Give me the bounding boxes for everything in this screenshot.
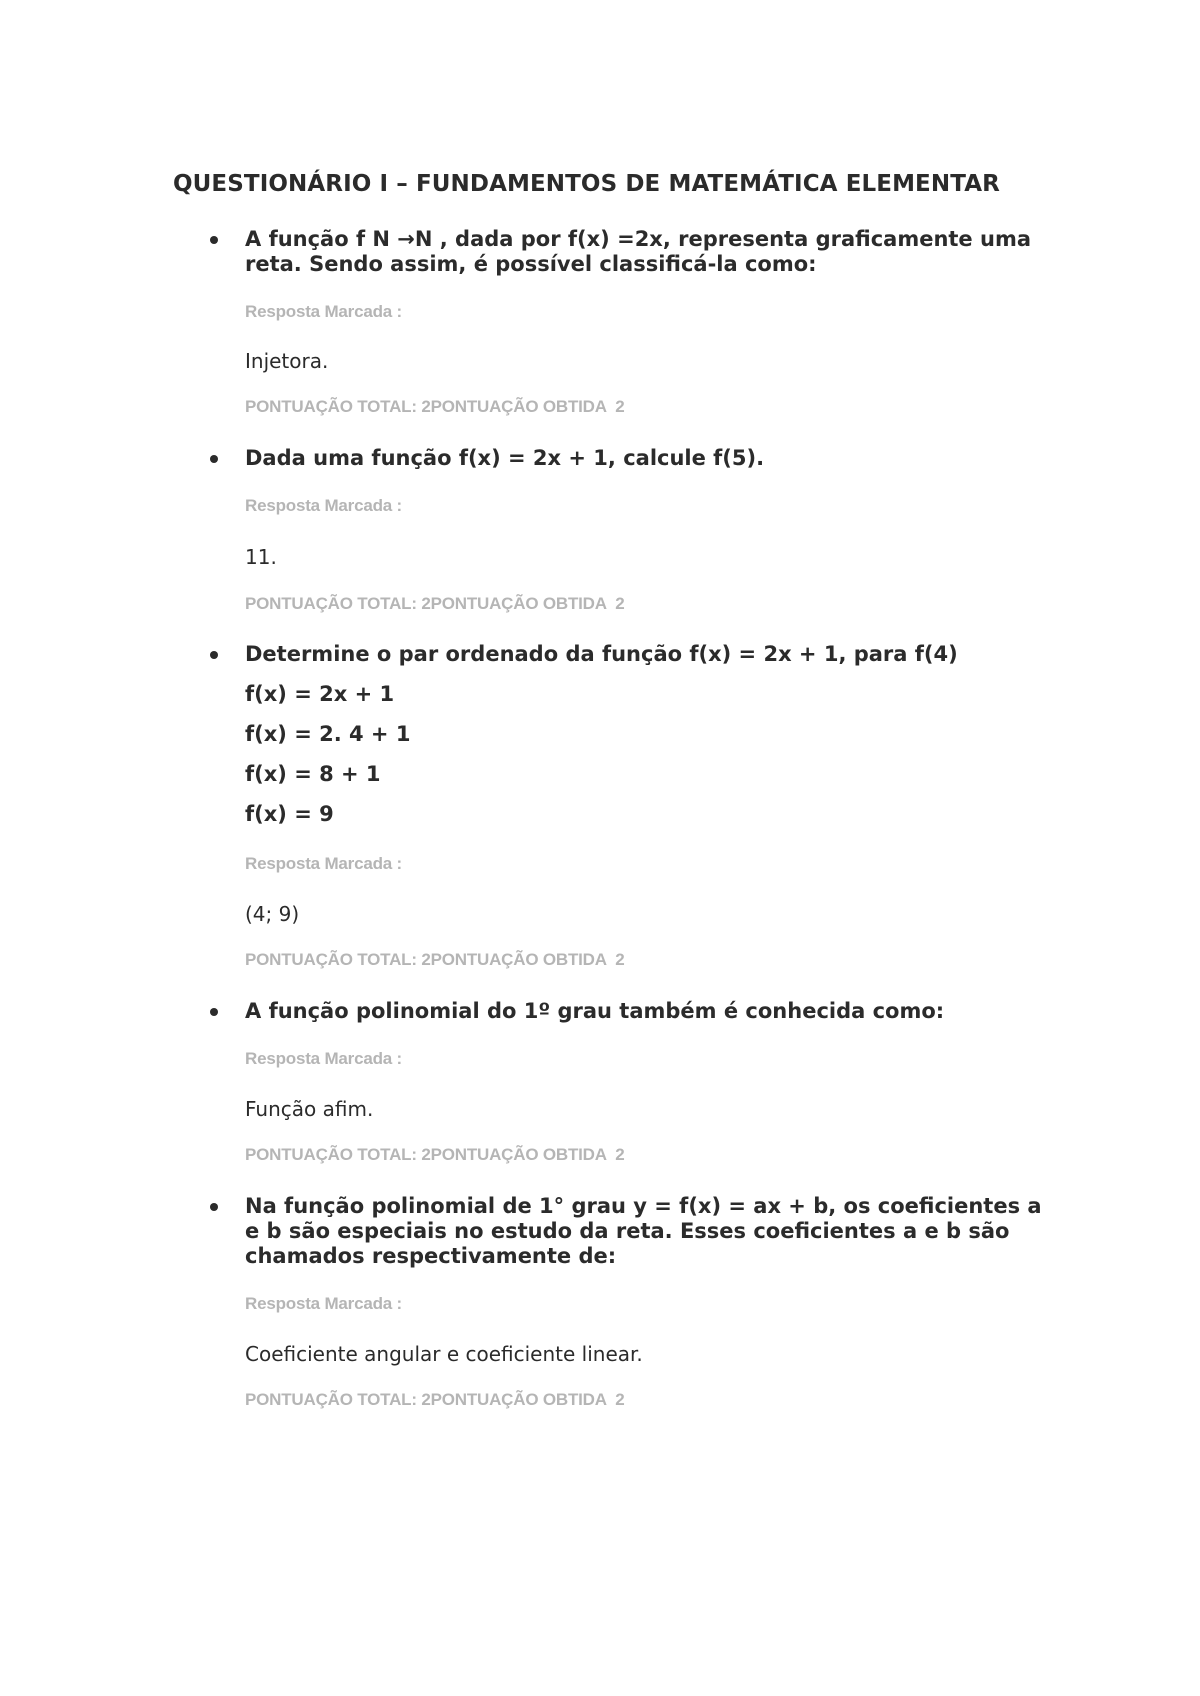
bullet-icon [210,1203,218,1211]
score-line: PONTUAÇÃO TOTAL: 2PONTUAÇÃO OBTIDA 2 [245,1390,625,1409]
score-line: PONTUAÇÃO TOTAL: 2PONTUAÇÃO OBTIDA 2 [245,397,625,416]
question-item [173,1194,1053,1410]
question-text: Determine o par ordenado da função f(x) = 2x + 1, para f(4) [245,642,958,666]
score-line: PONTUAÇÃO TOTAL: 2PONTUAÇÃO OBTIDA 2 [245,1145,625,1164]
bullet-icon [210,236,218,244]
question-item [173,446,1053,614]
score-line: PONTUAÇÃO TOTAL: 2PONTUAÇÃO OBTIDA 2 [245,950,625,969]
answer-label: Resposta Marcada : [245,1294,403,1313]
question-text: A função f N →N , dada por f(x) =2x, representa graficamente uma reta. Sendo assim, é possível classificá-la como: [245,227,1031,276]
answer-label: Resposta Marcada : [245,854,403,873]
question-text: A função polinomial do 1º grau também é conhecida como: [245,999,945,1023]
answer-text: 11. [245,545,277,569]
question-text: Dada uma função f(x) = 2x + 1, calcule f(5). [245,446,765,470]
question-item [173,999,1053,1165]
calculation-step: f(x) = 9 [245,802,334,826]
answer-label: Resposta Marcada : [245,496,403,515]
calculation-step: f(x) = 2x + 1 [245,682,395,706]
document-content [173,170,1053,1410]
score-line: PONTUAÇÃO TOTAL: 2PONTUAÇÃO OBTIDA 2 [245,594,625,613]
answer-text: Injetora. [245,349,329,373]
question-list [173,227,1053,1410]
bullet-icon [210,651,218,659]
answer-label: Resposta Marcada : [245,302,403,321]
calculation-step: f(x) = 8 + 1 [245,762,381,786]
bullet-icon [210,455,218,463]
answer-text: (4; 9) [245,902,300,926]
answer-text: Função afim. [245,1097,374,1121]
question-item [173,227,1053,417]
answer-text: Coeficiente angular e coeficiente linear. [245,1342,643,1366]
bullet-icon [210,1008,218,1016]
document-title: QUESTIONÁRIO I – FUNDAMENTOS DE MATEMÁTICA ELEMENTAR [173,171,1000,197]
question-text: Na função polinomial de 1° grau y = f(x) = ax + b, os coeficientes a e b são especiais no estudo da reta. Esses coeficientes a e b são chamados respectivamente de: [245,1194,1042,1268]
answer-label: Resposta Marcada : [245,1049,403,1068]
question-item [173,642,1053,970]
calculation-step: f(x) = 2. 4 + 1 [245,722,411,746]
